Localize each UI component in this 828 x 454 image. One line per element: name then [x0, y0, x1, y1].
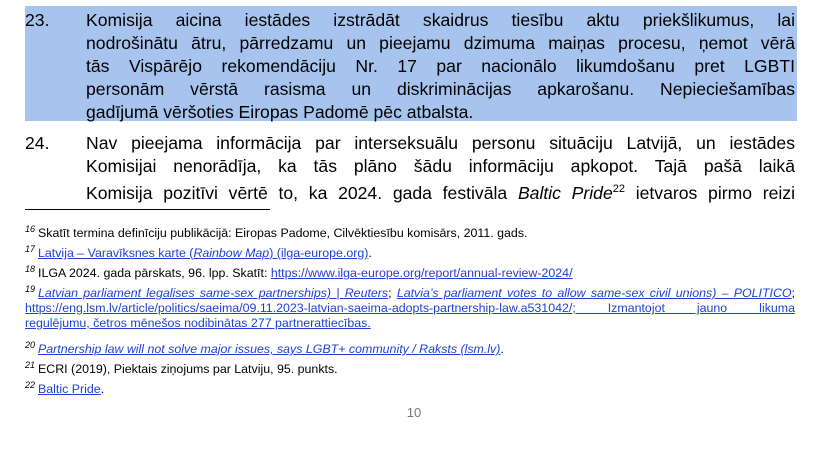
footnote-18: [25, 262, 795, 281]
link-text: Latvian parliament legalises same-sex partnerships) | Reuters: [38, 286, 389, 300]
footnote-line: [25, 282, 795, 301]
event-name: Baltic Pride: [517, 182, 613, 203]
page-number: 10: [406, 405, 422, 420]
footnote-line: [25, 316, 795, 331]
link-text: Latvia’s parliament votes to allow same-sex civil unions) – POLITICO: [396, 286, 792, 300]
link-text: ) (ilga-europe.org): [269, 246, 369, 260]
paragraph-line: Nav pieejama informācija par interseksuālu personu situāciju Latvijā, un iestādes: [86, 133, 795, 153]
footnote-text: .: [500, 342, 504, 356]
paragraph-line: Komisijai nenorādīja, ka tās plāno šādu informāciju apkopot. Tajā pašā laikā: [86, 156, 795, 176]
link-text: Latvija – Varavīksnes karte (: [38, 246, 194, 260]
footnote-link[interactable]: [38, 246, 368, 260]
link-text-italic: Rainbow Map: [193, 246, 270, 260]
footnote-link[interactable]: [38, 286, 388, 300]
line-text: ietvaros pirmo reizi: [625, 182, 795, 203]
footnote-link[interactable]: [397, 286, 792, 300]
footnote-number: 16: [25, 224, 36, 234]
footnote-text: ILGA 2024. gada pārskats, 96. lpp. Skatīt:: [38, 266, 271, 280]
footnote-link[interactable]: [38, 342, 500, 356]
paragraph-line: [86, 178, 795, 205]
link-text: ; Izmantojot jauno likuma: [572, 301, 795, 315]
line-text: Komisija pozitīvi vērtē to, ka 2024. gada festivāla: [86, 182, 518, 203]
footnote-number: 21: [25, 360, 36, 370]
paragraph-line: nodrošinātu ātru, pārredzamu un pieejamu dzimuma maiņas procesu, ņemot vērā: [86, 33, 795, 53]
footnote-19: [25, 282, 795, 331]
paragraph-number: 24.: [25, 133, 50, 153]
paragraph-line: gadījumā vēršoties Eiropas Padomē pēc atbalsta.: [86, 102, 474, 122]
footnote-number: 17: [25, 244, 36, 254]
footnote-separator: [25, 209, 270, 210]
footnote-link[interactable]: regulējumu, četros mēnešos nodibinātas 277 partnerattiecības.: [25, 316, 371, 330]
footnote-17: [25, 242, 795, 261]
footnote-16: [25, 222, 795, 241]
paragraph-line: personām vērstā rasisma un diskriminācijas apkarošanu. Nepieciešamības: [86, 79, 795, 99]
footnote-number: 19: [25, 284, 36, 294]
paragraph-line: tās Vispārējo rekomendāciju Nr. 17 par nacionālo likumdošanu pret LGBTI: [86, 56, 795, 76]
paragraph-23: [25, 9, 795, 124]
paragraph-number: 23.: [25, 10, 50, 30]
footnote-ref-22[interactable]: 22: [612, 183, 625, 195]
paragraph-24: [25, 132, 795, 205]
paragraph-line: Komisija aicina iestādes izstrādāt skaidrus tiesību aktu priekšlikumus, lai: [86, 10, 795, 30]
footnote-text: ;: [388, 286, 397, 300]
footnote-text: .: [368, 246, 372, 260]
link-text: Partnership law will not solve major issues, says LGBT+ community / Raksts (lsm.lv): [38, 342, 501, 356]
link-text: Baltic Pride: [38, 382, 101, 396]
footnote-text: Skatīt termina definīciju publikācijā: Eiropas Padome, Cilvēktiesību komisārs, 2011. gads.: [38, 226, 528, 240]
footnote-text: ECRI (2019), Piektais ziņojums par Latviju, 95. punkts.: [38, 362, 338, 376]
footnote-number: 20: [25, 340, 36, 350]
footnote-21: [25, 358, 795, 377]
footnote-text: ;: [791, 286, 795, 300]
footnote-20: [25, 338, 795, 357]
footnote-line: [25, 301, 795, 316]
footnote-22: [25, 378, 795, 397]
footnote-text: .: [100, 382, 105, 396]
footnote-number: 22: [25, 380, 36, 390]
footnote-link[interactable]: [38, 382, 101, 396]
footnote-number: 18: [25, 264, 36, 274]
footnote-link[interactable]: https://www.ilga-europe.org/report/annual-review-2024/: [270, 266, 573, 280]
footnote-link[interactable]: [25, 301, 795, 315]
link-text: https://eng.lsm.lv/article/politics/saeima/09.11.2023-latvian-saeima-adopts-partnership-law.a531042/: [25, 301, 573, 315]
